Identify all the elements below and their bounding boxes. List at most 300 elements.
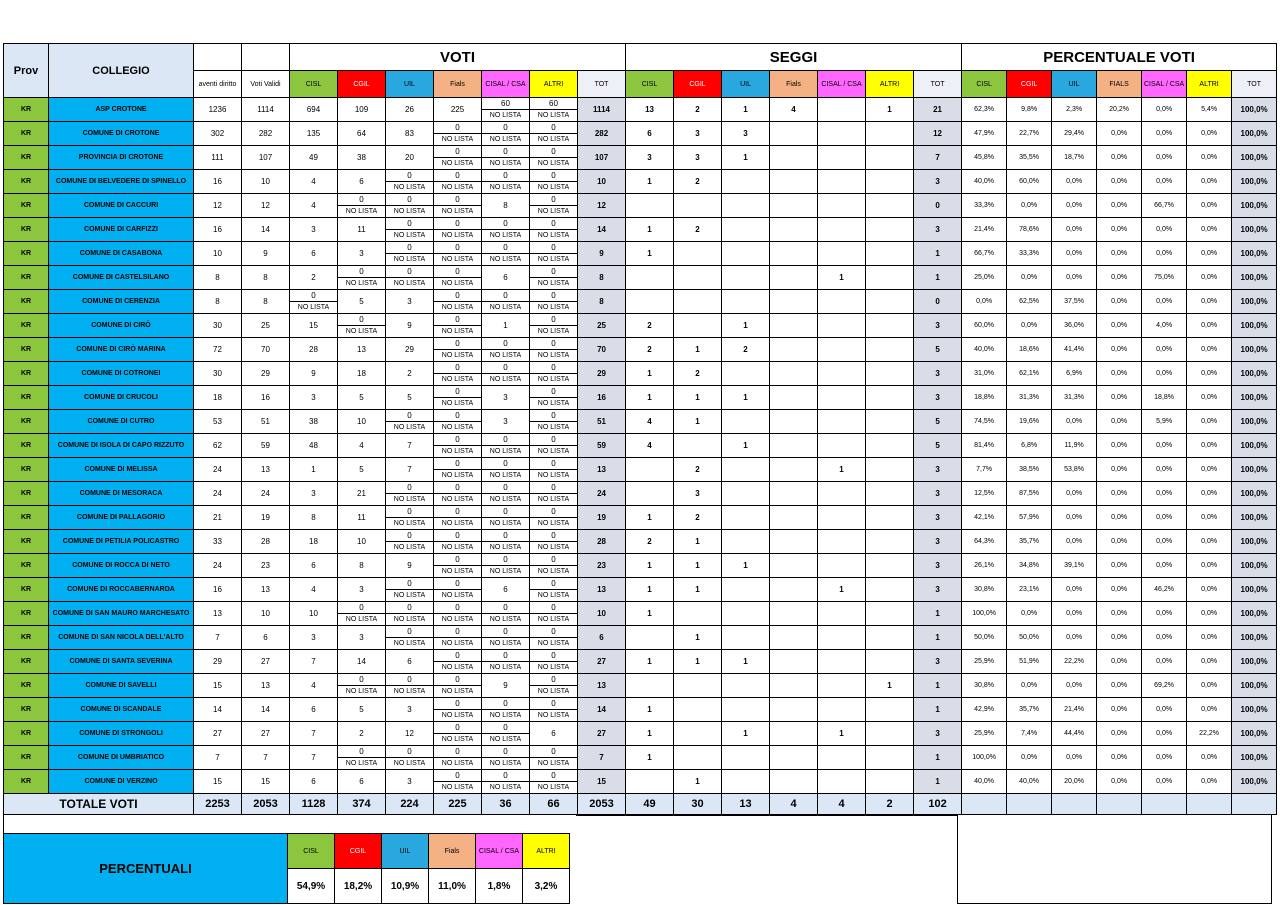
percent-cell: 57,9%	[1007, 506, 1052, 530]
percent-cell: 0,0%	[1187, 362, 1232, 386]
seats-cell	[674, 746, 722, 770]
seats-cell	[674, 722, 722, 746]
seats-cell: 1	[674, 530, 722, 554]
percent-cell: 0,0%	[1052, 170, 1097, 194]
percent-cell: 6,8%	[1007, 434, 1052, 458]
percent-cell: 100,0%	[962, 746, 1007, 770]
table-row	[4, 554, 1277, 578]
votes-cell: 0 NO LISTA	[434, 530, 482, 554]
percent-cell: 0,0%	[1097, 602, 1142, 626]
percent-cell: 0,0%	[1097, 170, 1142, 194]
percent-total: 100,0%	[1232, 674, 1277, 698]
votes-cell: 0 NO LISTA	[386, 242, 434, 266]
votes-cell: 0 NO LISTA	[482, 122, 530, 146]
header-voti-col: UIL	[386, 71, 434, 98]
percent-cell: 0,0%	[1187, 146, 1232, 170]
aventi-cell: 14	[194, 698, 242, 722]
votes-total: 282	[578, 122, 626, 146]
table-row	[4, 626, 1277, 650]
percent-cell: 0,0%	[1052, 578, 1097, 602]
prov-cell: KR	[4, 434, 49, 458]
votes-cell: 6	[530, 722, 578, 746]
aventi-cell: 13	[194, 602, 242, 626]
seats-cell	[770, 122, 818, 146]
collegio-name: COMUNE DI ROCCA DI NETO	[49, 554, 194, 578]
votes-cell: 18	[290, 530, 338, 554]
percent-cell: 36,0%	[1052, 314, 1097, 338]
seats-cell: 1	[626, 386, 674, 410]
seats-cell	[818, 698, 866, 722]
seats-cell	[674, 290, 722, 314]
perc-summary-value: 10,9%	[382, 869, 429, 904]
seats-cell: 2	[674, 98, 722, 122]
percent-total: 100,0%	[1232, 386, 1277, 410]
percent-cell: 0,0%	[1142, 362, 1187, 386]
seats-total: 5	[914, 410, 962, 434]
votes-cell: 0 NO LISTA	[386, 602, 434, 626]
totale-votes: 225	[434, 794, 482, 815]
percent-cell: 39,1%	[1052, 554, 1097, 578]
seats-cell	[674, 266, 722, 290]
collegio-name: COMUNE DI SAVELLI	[49, 674, 194, 698]
validi-cell: 12	[242, 194, 290, 218]
table-row	[4, 146, 1277, 170]
seats-cell: 2	[626, 530, 674, 554]
votes-cell: 0 NO LISTA	[434, 218, 482, 242]
prov-cell: KR	[4, 410, 49, 434]
votes-cell: 5	[338, 698, 386, 722]
header-perc-col: FIALS	[1097, 71, 1142, 98]
seats-total: 3	[914, 650, 962, 674]
validi-cell: 24	[242, 482, 290, 506]
votes-cell: 9	[482, 674, 530, 698]
percent-cell: 78,6%	[1007, 218, 1052, 242]
percent-total: 100,0%	[1232, 770, 1277, 794]
votes-cell: 0 NO LISTA	[338, 266, 386, 290]
totale-aventi: 2253	[194, 794, 242, 815]
seats-total: 1	[914, 770, 962, 794]
percent-cell: 53,8%	[1052, 458, 1097, 482]
votes-cell: 0 NO LISTA	[530, 602, 578, 626]
percent-cell: 0,0%	[1052, 626, 1097, 650]
votes-cell: 0 NO LISTA	[386, 170, 434, 194]
seats-total: 3	[914, 170, 962, 194]
percent-cell: 74,5%	[962, 410, 1007, 434]
table-row	[4, 194, 1277, 218]
votes-cell: 0 NO LISTA	[530, 674, 578, 698]
percent-cell: 0,0%	[1097, 626, 1142, 650]
validi-cell: 70	[242, 338, 290, 362]
perc-summary-header: ALTRI	[523, 834, 570, 869]
percent-cell: 29,4%	[1052, 122, 1097, 146]
seats-cell	[674, 314, 722, 338]
validi-cell: 27	[242, 722, 290, 746]
seats-total: 5	[914, 338, 962, 362]
seats-cell	[770, 314, 818, 338]
prov-cell: KR	[4, 314, 49, 338]
percentuali-table	[3, 833, 570, 904]
percent-cell: 0,0%	[1187, 602, 1232, 626]
percent-cell: 0,0%	[1142, 746, 1187, 770]
percent-cell: 0,0%	[1187, 554, 1232, 578]
percent-cell: 0,0%	[1187, 170, 1232, 194]
percent-cell: 18,8%	[1142, 386, 1187, 410]
percent-cell: 19,6%	[1007, 410, 1052, 434]
votes-cell: 0 NO LISTA	[530, 242, 578, 266]
table-row	[4, 674, 1277, 698]
validi-cell: 29	[242, 362, 290, 386]
votes-cell: 0 NO LISTA	[530, 482, 578, 506]
percent-cell: 0,0%	[1097, 698, 1142, 722]
votes-cell: 1	[482, 314, 530, 338]
votes-cell: 3	[338, 242, 386, 266]
seats-cell: 1	[626, 650, 674, 674]
percent-cell: 81,4%	[962, 434, 1007, 458]
percent-cell: 0,0%	[1052, 746, 1097, 770]
percent-cell: 33,3%	[1007, 242, 1052, 266]
seats-cell	[866, 482, 914, 506]
seats-cell	[674, 194, 722, 218]
seats-cell: 3	[626, 146, 674, 170]
seats-cell	[770, 578, 818, 602]
header-seggi-col: CISL	[626, 71, 674, 98]
seats-cell	[626, 626, 674, 650]
header-voti-col: ALTRI	[530, 71, 578, 98]
seats-cell	[722, 698, 770, 722]
votes-cell: 3	[482, 410, 530, 434]
percent-cell: 0,0%	[1097, 386, 1142, 410]
votes-cell: 7	[386, 458, 434, 482]
table-row	[4, 170, 1277, 194]
percent-cell: 0,0%	[962, 290, 1007, 314]
votes-cell: 21	[338, 482, 386, 506]
prov-cell: KR	[4, 650, 49, 674]
votes-cell: 18	[338, 362, 386, 386]
percent-total: 100,0%	[1232, 218, 1277, 242]
seats-cell	[866, 746, 914, 770]
collegio-name: COMUNE DI COTRONEI	[49, 362, 194, 386]
seats-cell	[674, 242, 722, 266]
header-spacer	[242, 44, 290, 71]
totale-votes: 36	[482, 794, 530, 815]
votes-cell: 0 NO LISTA	[482, 626, 530, 650]
collegio-name: COMUNE DI CARFIZZI	[49, 218, 194, 242]
percent-total: 100,0%	[1232, 146, 1277, 170]
votes-cell: 0 NO LISTA	[530, 746, 578, 770]
percent-total: 100,0%	[1232, 578, 1277, 602]
collegio-name: COMUNE DI CUTRO	[49, 410, 194, 434]
percent-cell: 0,0%	[1052, 674, 1097, 698]
percent-cell: 40,0%	[962, 170, 1007, 194]
seats-cell	[722, 674, 770, 698]
seats-cell	[866, 554, 914, 578]
seats-cell	[818, 338, 866, 362]
votes-cell: 3	[338, 578, 386, 602]
percent-cell: 0,0%	[1187, 458, 1232, 482]
seats-total: 1	[914, 266, 962, 290]
validi-cell: 9	[242, 242, 290, 266]
prov-cell: KR	[4, 362, 49, 386]
seats-cell: 3	[674, 146, 722, 170]
seats-total: 3	[914, 218, 962, 242]
percent-cell: 5,9%	[1142, 410, 1187, 434]
seats-cell	[626, 674, 674, 698]
seats-cell: 1	[722, 722, 770, 746]
percent-cell: 35,5%	[1007, 146, 1052, 170]
totale-votes: 1128	[290, 794, 338, 815]
seats-cell: 2	[674, 506, 722, 530]
seats-cell	[818, 506, 866, 530]
percent-cell: 100,0%	[962, 602, 1007, 626]
aventi-cell: 62	[194, 434, 242, 458]
percent-cell: 0,0%	[1187, 218, 1232, 242]
votes-total: 14	[578, 698, 626, 722]
percent-cell: 6,9%	[1052, 362, 1097, 386]
percent-cell: 42,9%	[962, 698, 1007, 722]
seats-cell	[770, 242, 818, 266]
totale-percent-empty	[1142, 794, 1187, 815]
aventi-cell: 33	[194, 530, 242, 554]
votes-cell: 0 NO LISTA	[434, 242, 482, 266]
votes-cell: 6	[290, 242, 338, 266]
collegio-name: COMUNE DI CIRÒ	[49, 314, 194, 338]
prov-cell: KR	[4, 554, 49, 578]
percent-cell: 0,0%	[1007, 266, 1052, 290]
seats-cell	[818, 122, 866, 146]
seats-cell	[674, 434, 722, 458]
percent-cell: 0,0%	[1052, 218, 1097, 242]
collegio-name: COMUNE DI SAN NICOLA DELL'ALTO	[49, 626, 194, 650]
seats-cell: 2	[674, 362, 722, 386]
votes-cell: 0 NO LISTA	[482, 650, 530, 674]
percent-cell: 0,0%	[1142, 554, 1187, 578]
aventi-cell: 21	[194, 506, 242, 530]
percent-total: 100,0%	[1232, 314, 1277, 338]
percent-cell: 0,0%	[1187, 386, 1232, 410]
seats-cell: 1	[818, 722, 866, 746]
seats-cell: 1	[626, 722, 674, 746]
votes-cell: 13	[338, 338, 386, 362]
totale-percent-empty	[1052, 794, 1097, 815]
votes-total: 13	[578, 458, 626, 482]
aventi-cell: 30	[194, 362, 242, 386]
votes-cell: 0 NO LISTA	[434, 482, 482, 506]
votes-total: 27	[578, 650, 626, 674]
seats-total: 1	[914, 698, 962, 722]
percent-cell: 0,0%	[1142, 602, 1187, 626]
percent-cell: 0,0%	[1007, 194, 1052, 218]
percent-cell: 21,4%	[1052, 698, 1097, 722]
votes-cell: 0 NO LISTA	[386, 674, 434, 698]
table-row	[4, 578, 1277, 602]
totale-seats: 4	[770, 794, 818, 815]
perc-summary-value: 1,8%	[476, 869, 523, 904]
votes-cell: 109	[338, 98, 386, 122]
votes-cell: 3	[386, 770, 434, 794]
percent-cell: 0,0%	[1187, 482, 1232, 506]
votes-cell: 20	[386, 146, 434, 170]
perc-summary-value: 11,0%	[429, 869, 476, 904]
seats-cell	[722, 458, 770, 482]
votes-cell: 0 NO LISTA	[386, 578, 434, 602]
collegio-name: COMUNE DI CROTONE	[49, 122, 194, 146]
votes-cell: 6	[482, 578, 530, 602]
votes-cell: 12	[386, 722, 434, 746]
perc-summary-header: CGIL	[335, 834, 382, 869]
percent-total: 100,0%	[1232, 602, 1277, 626]
votes-total: 23	[578, 554, 626, 578]
seats-cell	[722, 266, 770, 290]
seats-cell: 1	[866, 98, 914, 122]
seats-total: 5	[914, 434, 962, 458]
totale-percent-empty	[1007, 794, 1052, 815]
collegio-name: COMUNE DI ROCCABERNARDA	[49, 578, 194, 602]
percent-total: 100,0%	[1232, 266, 1277, 290]
header-perc-col: CISL	[962, 71, 1007, 98]
seats-cell	[722, 602, 770, 626]
votes-cell: 38	[290, 410, 338, 434]
prov-cell: KR	[4, 482, 49, 506]
header-voti-col: CISAL / CSA	[482, 71, 530, 98]
percent-cell: 7,7%	[962, 458, 1007, 482]
percent-cell: 7,4%	[1007, 722, 1052, 746]
header-seggi-col: Fials	[770, 71, 818, 98]
collegio-name: COMUNE DI ISOLA DI CAPO RIZZUTO	[49, 434, 194, 458]
percent-cell: 0,0%	[1142, 434, 1187, 458]
seats-total: 1	[914, 674, 962, 698]
percent-cell: 25,9%	[962, 722, 1007, 746]
percent-cell: 0,0%	[1097, 578, 1142, 602]
percent-cell: 0,0%	[1187, 698, 1232, 722]
votes-cell: 60 NO LISTA	[482, 98, 530, 122]
percent-cell: 0,0%	[1007, 602, 1052, 626]
seats-cell: 2	[626, 338, 674, 362]
votes-cell: 0 NO LISTA	[434, 266, 482, 290]
totale-percent-empty	[1232, 794, 1277, 815]
seats-cell	[818, 242, 866, 266]
prov-cell: KR	[4, 290, 49, 314]
votes-cell: 0 NO LISTA	[386, 746, 434, 770]
seats-cell: 13	[626, 98, 674, 122]
validi-cell: 25	[242, 314, 290, 338]
prov-cell: KR	[4, 746, 49, 770]
percent-cell: 0,0%	[1187, 674, 1232, 698]
votes-cell: 0 NO LISTA	[434, 674, 482, 698]
seats-cell	[722, 770, 770, 794]
percent-cell: 0,0%	[1187, 530, 1232, 554]
seats-total: 3	[914, 362, 962, 386]
aventi-cell: 111	[194, 146, 242, 170]
votes-cell: 0 NO LISTA	[386, 482, 434, 506]
collegio-name: COMUNE DI CACCURI	[49, 194, 194, 218]
votes-cell: 0 NO LISTA	[386, 506, 434, 530]
aventi-cell: 30	[194, 314, 242, 338]
seats-cell	[770, 266, 818, 290]
percent-cell: 33,3%	[962, 194, 1007, 218]
prov-cell: KR	[4, 674, 49, 698]
seats-cell: 1	[722, 650, 770, 674]
collegio-name: COMUNE DI CRUCOLI	[49, 386, 194, 410]
percent-cell: 0,0%	[1187, 290, 1232, 314]
votes-cell: 0 NO LISTA	[482, 602, 530, 626]
percent-cell: 22,7%	[1007, 122, 1052, 146]
votes-total: 59	[578, 434, 626, 458]
totale-label: TOTALE VOTI	[4, 794, 194, 815]
totale-seats: 4	[818, 794, 866, 815]
validi-cell: 6	[242, 626, 290, 650]
percent-cell: 22,2%	[1187, 722, 1232, 746]
percent-cell: 62,5%	[1007, 290, 1052, 314]
votes-total: 8	[578, 266, 626, 290]
seats-cell: 2	[722, 338, 770, 362]
percent-cell: 87,5%	[1007, 482, 1052, 506]
percent-cell: 0,0%	[1097, 506, 1142, 530]
header-aventi-diritto: aventi diritto	[194, 71, 242, 98]
header-voti-col: TOT	[578, 71, 626, 98]
header-seggi-col: TOT	[914, 71, 962, 98]
seats-cell	[626, 482, 674, 506]
percent-cell: 0,0%	[1097, 290, 1142, 314]
table-row	[4, 242, 1277, 266]
percent-cell: 31,0%	[962, 362, 1007, 386]
validi-cell: 10	[242, 170, 290, 194]
percent-cell: 0,0%	[1052, 194, 1097, 218]
percent-cell: 25,0%	[962, 266, 1007, 290]
percent-cell: 45,8%	[962, 146, 1007, 170]
seats-cell	[722, 626, 770, 650]
votes-cell: 0 NO LISTA	[434, 602, 482, 626]
table-row	[4, 458, 1277, 482]
votes-cell: 0 NO LISTA	[530, 554, 578, 578]
percent-total: 100,0%	[1232, 98, 1277, 122]
percent-cell: 0,0%	[1142, 482, 1187, 506]
percent-total: 100,0%	[1232, 554, 1277, 578]
seats-cell	[866, 650, 914, 674]
aventi-cell: 12	[194, 194, 242, 218]
header-perc-col: TOT	[1232, 71, 1277, 98]
aventi-cell: 24	[194, 554, 242, 578]
header-perc-col: UIL	[1052, 71, 1097, 98]
votes-cell: 0 NO LISTA	[338, 314, 386, 338]
votes-cell: 3	[338, 626, 386, 650]
votes-cell: 3	[482, 386, 530, 410]
votes-cell: 11	[338, 506, 386, 530]
prov-cell: KR	[4, 266, 49, 290]
prov-cell: KR	[4, 530, 49, 554]
votes-cell: 0 NO LISTA	[482, 746, 530, 770]
votes-cell: 6	[290, 554, 338, 578]
aventi-cell: 15	[194, 770, 242, 794]
collegio-name: COMUNE DI CASTELSILANO	[49, 266, 194, 290]
percent-cell: 0,0%	[1097, 458, 1142, 482]
votes-total: 13	[578, 674, 626, 698]
totale-validi: 2053	[242, 794, 290, 815]
seats-cell	[722, 746, 770, 770]
seats-total: 3	[914, 314, 962, 338]
votes-cell: 0 NO LISTA	[434, 314, 482, 338]
results-table	[3, 43, 1277, 815]
percent-cell: 62,1%	[1007, 362, 1052, 386]
prov-cell: KR	[4, 146, 49, 170]
seats-cell	[674, 602, 722, 626]
totale-votes-total: 2053	[578, 794, 626, 815]
votes-cell: 7	[290, 650, 338, 674]
percent-total: 100,0%	[1232, 506, 1277, 530]
votes-cell: 0 NO LISTA	[338, 602, 386, 626]
totale-percent-empty	[1187, 794, 1232, 815]
seats-cell: 1	[674, 410, 722, 434]
votes-cell: 0 NO LISTA	[434, 770, 482, 794]
